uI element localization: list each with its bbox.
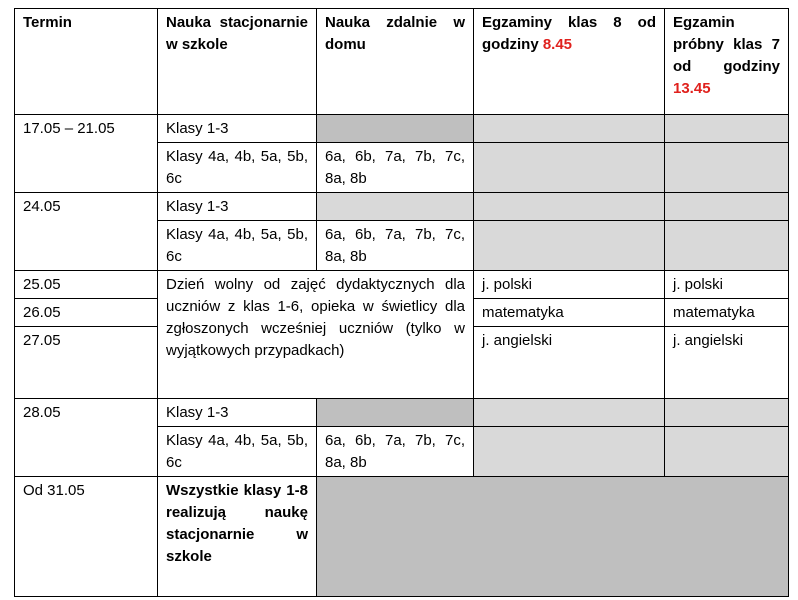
week1-date: 17.05 – 21.05 [15, 115, 158, 193]
header-egzamin-8: Egzaminy klas 8 od godziny 8.45 [474, 9, 665, 115]
egz7-subject-1: j. polski [665, 271, 789, 299]
egz7-subject-3: j. angielski [665, 327, 789, 399]
week2-stac-1: Klasy 1-3 [158, 193, 317, 221]
week1-stac-1: Klasy 1-3 [158, 115, 317, 143]
week2-date: 24.05 [15, 193, 158, 271]
week3-egz8-2 [474, 427, 665, 477]
header-egzamin-7: Egzamin próbny klas 7 od godziny 13.45 [665, 9, 789, 115]
week2-zdal-2: 6a, 6b, 7a, 7b, 7c, 8a, 8b [317, 221, 474, 271]
week2-stac-2: Klasy 4a, 4b, 5a, 5b, 6c [158, 221, 317, 271]
week2-egz8-1 [474, 193, 665, 221]
header-termin: Termin [15, 9, 158, 115]
week3-zdal-1 [317, 399, 474, 427]
table-row [15, 193, 789, 221]
exam-date-1: 25.05 [15, 271, 158, 299]
header-stacjonarnie: Nauka stacjonarnie w szkole [158, 9, 317, 115]
week2-egz8-2 [474, 221, 665, 271]
final-gray-block [317, 477, 789, 597]
week3-zdal-2: 6a, 6b, 7a, 7b, 7c, 8a, 8b [317, 427, 474, 477]
week3-egz8-1 [474, 399, 665, 427]
egz7-subject-2: matematyka [665, 299, 789, 327]
schedule-table [14, 8, 789, 597]
table-row [15, 477, 789, 597]
week2-egz7-1 [665, 193, 789, 221]
egz8-subject-1: j. polski [474, 271, 665, 299]
table-row [15, 115, 789, 143]
week1-stac-2: Klasy 4a, 4b, 5a, 5b, 6c [158, 143, 317, 193]
week2-zdal-1 [317, 193, 474, 221]
week1-egz8-1 [474, 115, 665, 143]
egz8-subject-3: j. angielski [474, 327, 665, 399]
exam-date-2: 26.05 [15, 299, 158, 327]
header-row [15, 9, 789, 115]
egz8-subject-2: matematyka [474, 299, 665, 327]
week1-egz8-2 [474, 143, 665, 193]
day-off-note: Dzień wolny od zajęć dydaktycznych dla uczniów z klas 1-6, opieka w świetlicy dla zgłoszonych wcześniej uczniów (tylko w wyjątkowych przypadkach) [158, 271, 474, 399]
week3-stac-1: Klasy 1-3 [158, 399, 317, 427]
table-row [15, 399, 789, 427]
egzamin-7-time: 13.45 [673, 80, 711, 97]
egzamin-8-time: 8.45 [542, 36, 573, 53]
week3-date: 28.05 [15, 399, 158, 477]
week1-zdal-2: 6a, 6b, 7a, 7b, 7c, 8a, 8b [317, 143, 474, 193]
week3-egz7-2 [665, 427, 789, 477]
exam-date-3: 27.05 [15, 327, 158, 399]
week1-egz7-1 [665, 115, 789, 143]
week3-stac-2: Klasy 4a, 4b, 5a, 5b, 6c [158, 427, 317, 477]
header-zdalnie: Nauka zdalnie w domu [317, 9, 474, 115]
table-row [15, 271, 789, 299]
week1-zdal-1 [317, 115, 474, 143]
week2-egz7-2 [665, 221, 789, 271]
week1-egz7-2 [665, 143, 789, 193]
final-note: Wszystkie klasy 1-8 realizują naukę stacjonarnie w szkole [158, 477, 317, 597]
final-date: Od 31.05 [15, 477, 158, 597]
week3-egz7-1 [665, 399, 789, 427]
